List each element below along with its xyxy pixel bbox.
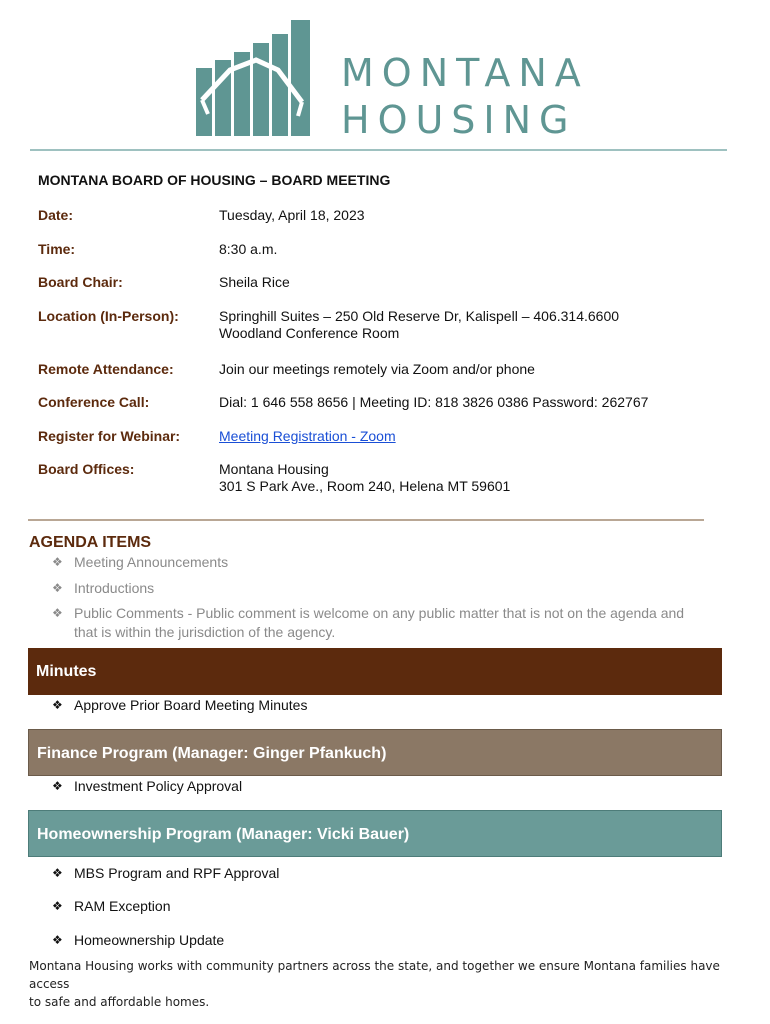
montana-housing-logo: [194, 18, 316, 140]
location-line1: Springhill Suites – 250 Old Reserve Dr, Kalispell – 406.314.6600: [219, 308, 620, 324]
homeownership-section-header: Homeownership Program (Manager: Vicki Bauer): [28, 810, 722, 857]
diamond-bullet-icon: ❖: [52, 933, 63, 947]
agenda-heading: AGENDA ITEMS: [29, 534, 152, 551]
remote-value: Join our meetings remotely via Zoom and/or phone: [219, 361, 535, 377]
section-divider: [28, 519, 704, 521]
footer-line1: Montana Housing works with community partners across the state, and together we ensure Montana families have access: [29, 959, 720, 991]
meeting-title: MONTANA BOARD OF HOUSING – BOARD MEETING: [38, 172, 391, 188]
diamond-bullet-icon: ❖: [52, 866, 63, 880]
diamond-bullet-icon: ❖: [52, 899, 63, 913]
minutes-section-header: Minutes: [28, 648, 722, 695]
finance-section-header: Finance Program (Manager: Ginger Pfankuch): [28, 729, 722, 776]
location-line2: Woodland Conference Room: [219, 325, 400, 341]
diamond-bullet-icon: ❖: [52, 779, 63, 793]
diamond-bullet-icon: ❖: [52, 698, 63, 712]
diamond-bullet-icon: ❖: [52, 555, 63, 569]
offices-line2: 301 S Park Ave., Room 240, Helena MT 59601: [219, 478, 511, 494]
call-label: Conference Call:: [38, 394, 150, 410]
chair-label: Board Chair:: [38, 274, 123, 290]
location-label: Location (In-Person):: [38, 308, 179, 324]
footer-line2: to safe and affordable homes.: [29, 995, 210, 1009]
webinar-label: Register for Webinar:: [38, 428, 181, 444]
chair-value: Sheila Rice: [219, 274, 290, 290]
time-value: 8:30 a.m.: [219, 241, 278, 257]
time-label: Time:: [38, 241, 76, 257]
offices-line1: Montana Housing: [219, 461, 329, 477]
remote-label: Remote Attendance:: [38, 361, 174, 377]
logo-wordmark-line1: MONTANA: [341, 51, 589, 95]
diamond-bullet-icon: ❖: [52, 606, 63, 620]
footer-text: [29, 957, 749, 1011]
diamond-bullet-icon: ❖: [52, 581, 63, 595]
header-divider: [30, 149, 727, 151]
offices-label: Board Offices:: [38, 461, 135, 477]
webinar-registration-link[interactable]: Meeting Registration - Zoom: [219, 428, 396, 444]
date-value: Tuesday, April 18, 2023: [219, 207, 365, 223]
call-value: Dial: 1 646 558 8656 | Meeting ID: 818 3826 0386 Password: 262767: [219, 394, 649, 410]
logo-wordmark-line2: HOUSING: [341, 98, 577, 142]
date-label: Date:: [38, 207, 74, 223]
